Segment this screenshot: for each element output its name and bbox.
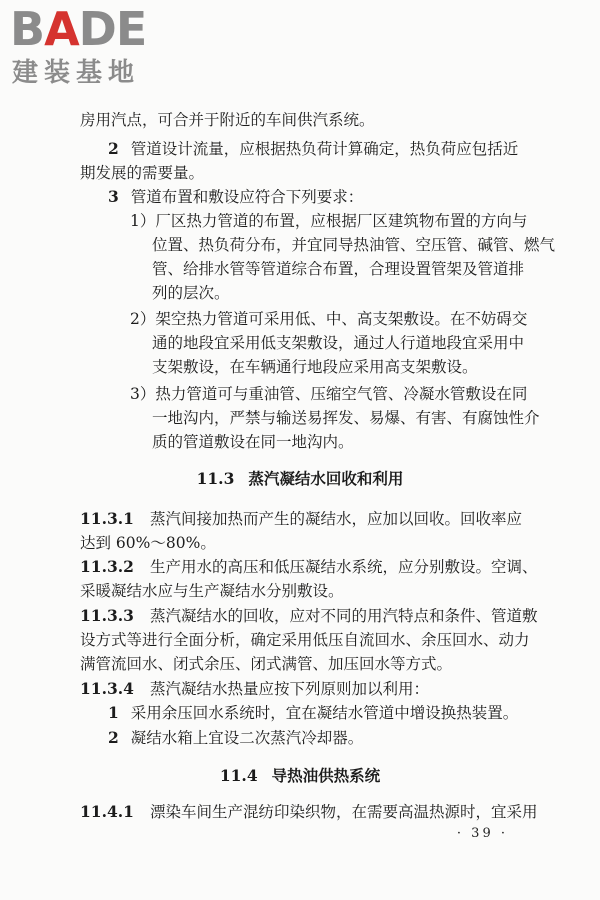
subitem-3-line-1: 3）热力管道可与重油管、压缩空气管、冷凝水管敷设在同 — [130, 385, 528, 403]
page-number: · 39 · — [456, 826, 508, 841]
section-11-4-number: 11.4 — [219, 766, 258, 785]
subitem-2-line-2: 通的地段宜采用低支架敷设，通过人行道地段宜采用中 — [152, 334, 525, 352]
clause-11-3-2-line-2: 采暖凝结水应与生产凝结水分别敷设。 — [80, 582, 344, 600]
section-11-4-title: 导热油供热系统 — [271, 766, 381, 785]
clause-11-3-1-number: 11.3.1 — [80, 509, 134, 528]
subitem-1-line-4: 列的层次。 — [152, 284, 230, 302]
clause-11-3-4-line-1 — [80, 679, 429, 699]
subitem-1-line-2: 位置、热负荷分布，并宜同导热油管、空压管、碱管、燃气 — [152, 236, 556, 254]
subitem-3-line-3: 质的管道敷设在同一地沟内。 — [152, 433, 354, 451]
clause-11-4-1-number: 11.4.1 — [80, 802, 134, 821]
clause-11-3-3-line-3: 满管流回水、闭式余压、闭式满管、加压回水等方式。 — [80, 655, 453, 673]
item-2-line-2: 期发展的需要量。 — [80, 164, 205, 182]
clause-11-3-3-line-2: 设方式等进行全面分析，确定采用低压自流回水、余压回水、动力 — [80, 631, 530, 649]
clause-11-3-3-line-1 — [80, 606, 537, 626]
subitem-3-line-2: 一地沟内，严禁与输送易挥发、易爆、有害、有腐蚀性介 — [152, 409, 540, 427]
clause-11-3-4-text: 蒸汽凝结水热量应按下列原则加以利用： — [149, 680, 429, 698]
section-11-4-heading — [0, 766, 600, 786]
clause-11-3-4-item-1-number: 1 — [108, 703, 119, 722]
clause-11-3-4-item-2-text: 凝结水箱上宜设二次蒸汽冷却器。 — [130, 729, 364, 747]
clause-11-3-3-text: 蒸汽凝结水的回收，应对不同的用汽特点和条件、管道敷 — [149, 607, 538, 625]
clause-11-4-1-text: 漂染车间生产混纺印染织物，在需要高温热源时，宜采用 — [149, 803, 538, 821]
logo-letter-accent: A — [44, 2, 79, 56]
item-2-text: 管道设计流量，应根据热负荷计算确定，热负荷应包括近 — [130, 140, 519, 158]
subitem-1-line-1: 1）厂区热力管道的布置，应根据厂区建筑物布置的方向与 — [130, 212, 528, 230]
clause-11-3-4-item-2 — [108, 728, 363, 748]
clause-11-4-1-line-1 — [80, 802, 537, 822]
item-2-line-1 — [108, 139, 518, 159]
clause-11-3-4-number: 11.3.4 — [80, 679, 134, 698]
item-2-number: 2 — [108, 139, 119, 158]
clause-11-3-4-item-1-text: 采用余压回水系统时，宜在凝结水管道中增设换热装置。 — [130, 704, 519, 722]
clause-11-3-3-number: 11.3.3 — [80, 606, 134, 625]
item-3-number: 3 — [108, 187, 119, 206]
watermark-logo — [8, 2, 188, 92]
clause-11-3-4-item-1 — [108, 703, 518, 723]
clause-11-3-4-item-2-number: 2 — [108, 728, 119, 747]
subitem-2-line-3: 支架敷设，在车辆通行地段应采用高支架敷设。 — [152, 358, 478, 376]
clause-11-3-1-line-1 — [80, 509, 522, 529]
section-11-3-heading — [0, 469, 600, 489]
subitem-1-line-3: 管、给排水管等管道综合布置，合理设置管架及管道排 — [152, 260, 525, 278]
clause-11-3-2-text: 生产用水的高压和低压凝结水系统，应分别敷设。空调、 — [149, 558, 538, 576]
paragraph-continuation: 房用汽点，可合并于附近的车间供汽系统。 — [80, 111, 375, 129]
logo-wordmark — [10, 2, 146, 56]
item-3-text: 管道布置和敷设应符合下列要求： — [130, 188, 364, 206]
clause-11-3-2-line-1 — [80, 557, 537, 577]
clause-11-3-1-line-2: 达到 60%～80%。 — [80, 534, 216, 552]
section-11-3-title: 蒸汽凝结水回收和利用 — [248, 469, 404, 488]
logo-subtitle: 建装基地 — [12, 58, 141, 88]
logo-letter-suffix: DE — [78, 2, 147, 56]
subitem-2-line-1: 2）架空热力管道可采用低、中、高支架敷设。在不妨碍交 — [130, 310, 528, 328]
section-11-3-number: 11.3 — [196, 469, 235, 488]
clause-11-3-1-text: 蒸汽间接加热而产生的凝结水，应加以回收。回收率应 — [149, 510, 522, 528]
clause-11-3-2-number: 11.3.2 — [80, 557, 134, 576]
item-3-line — [108, 187, 363, 207]
logo-letter-prefix: B — [10, 2, 45, 56]
